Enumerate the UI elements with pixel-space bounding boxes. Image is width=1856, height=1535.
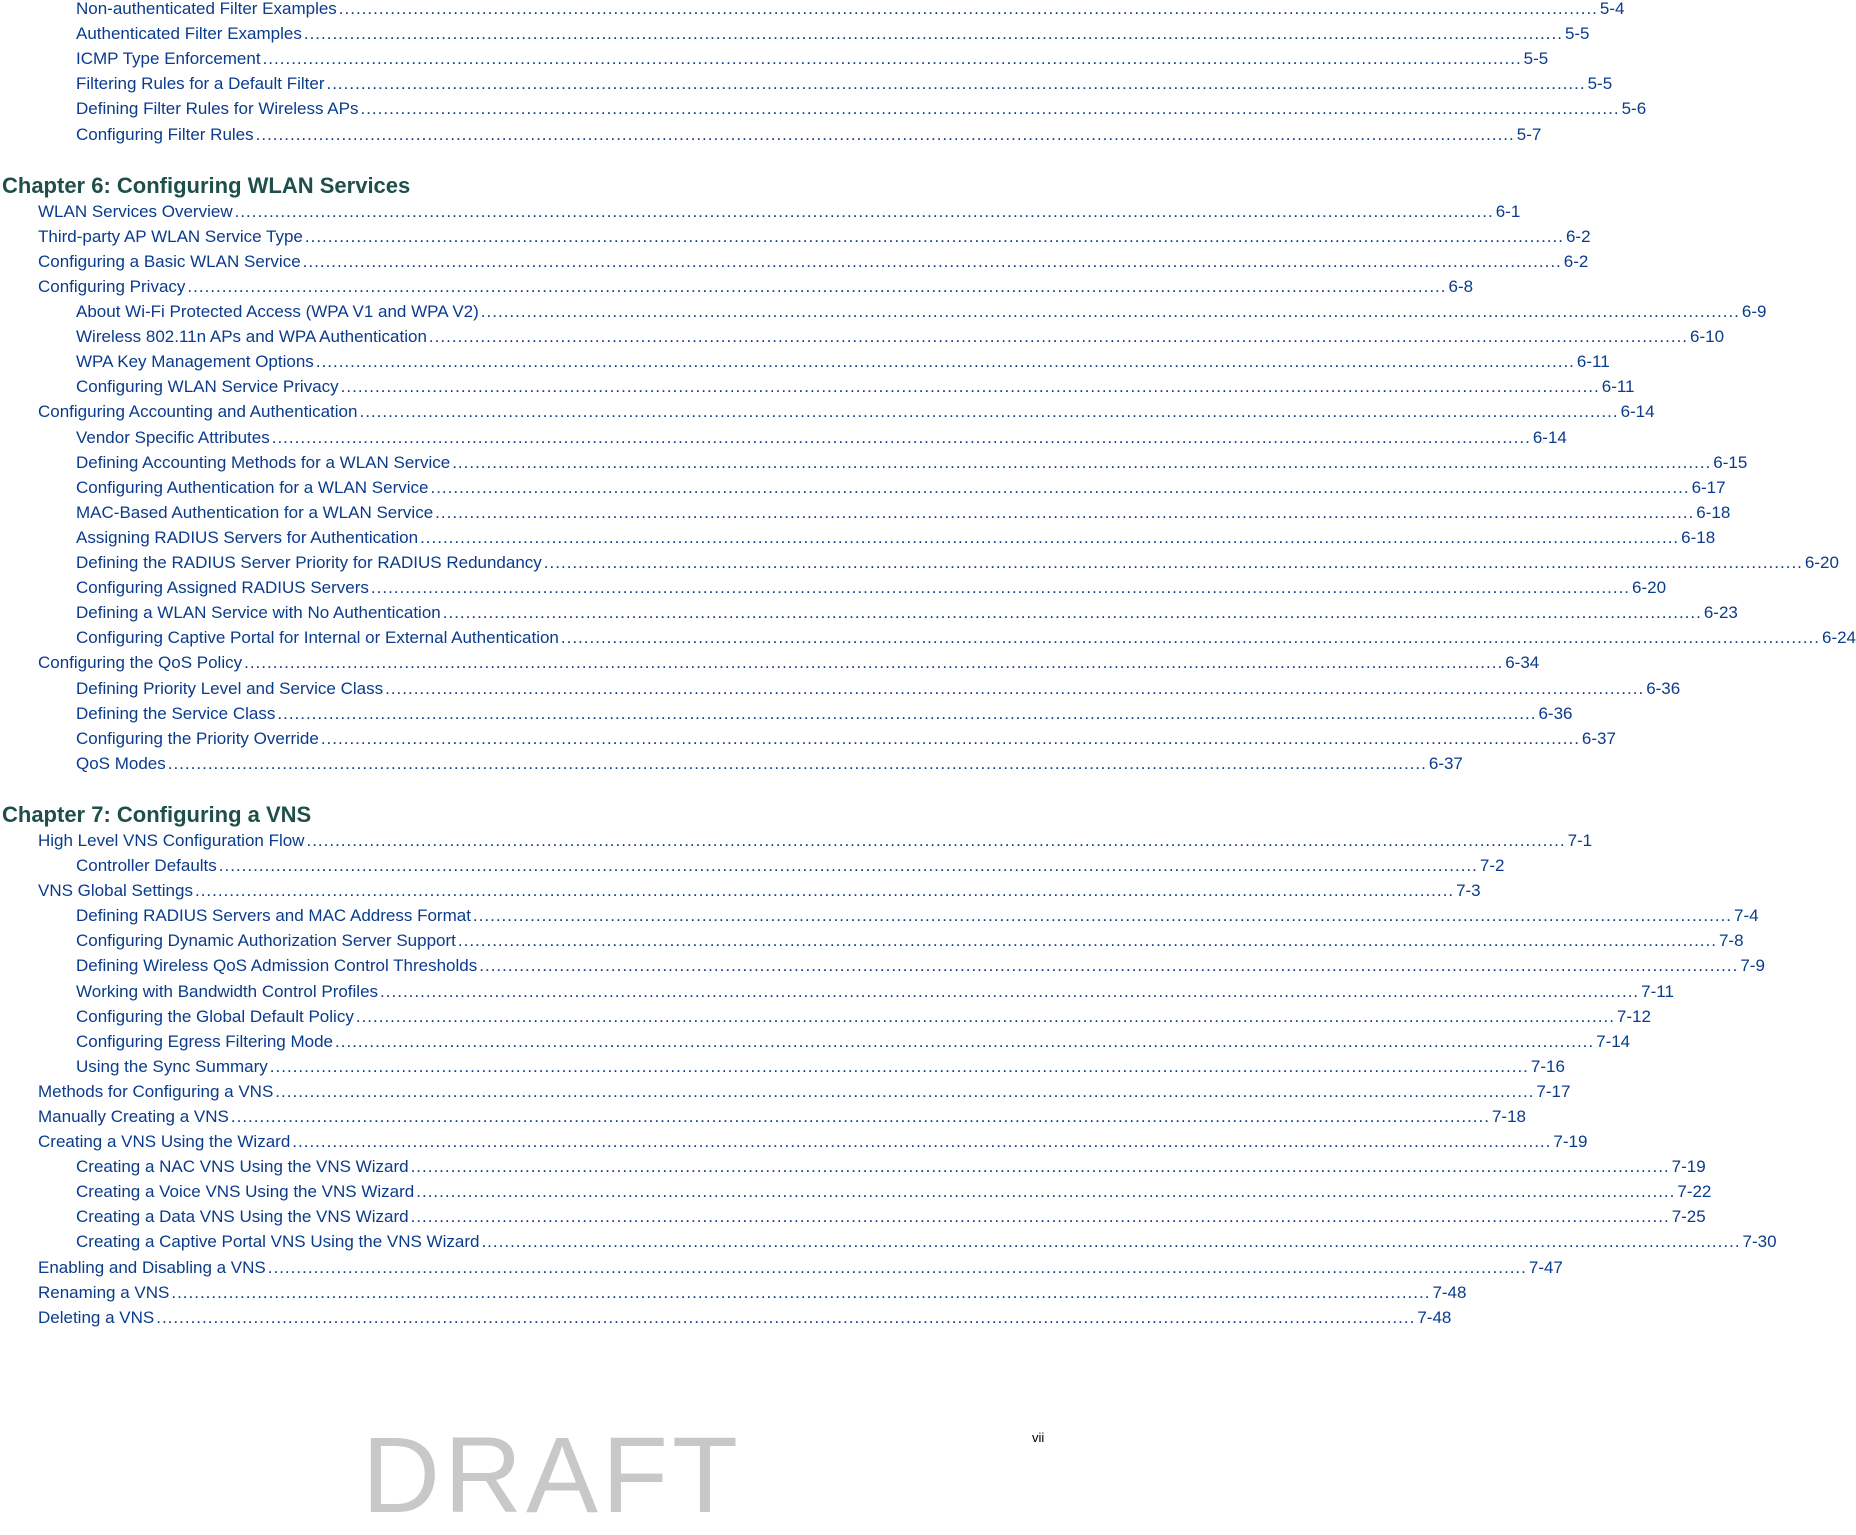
dot-leader: ............................................................................................................................................................................................................................ <box>244 653 1504 672</box>
toc-entry-title: Defining Wireless QoS Admission Control Thresholds <box>76 956 478 975</box>
toc-entry-page: 7-48 <box>1417 1308 1452 1327</box>
dot-leader: ............................................................................................................................................................................................................................ <box>481 1232 1741 1251</box>
dot-leader: ............................................................................................................................................................................................................................ <box>230 1107 1490 1126</box>
dot-leader: ............................................................................................................................................................................................................................ <box>338 0 1598 18</box>
dot-leader: ............................................................................................................................................................................................................................ <box>340 377 1600 396</box>
toc-entry-title: Non-authenticated Filter Examples <box>76 0 337 18</box>
toc-entry[interactable] <box>76 376 1635 398</box>
dot-leader: ............................................................................................................................................................................................................................ <box>472 906 1733 925</box>
toc-entry-page: 6-20 <box>1804 553 1839 572</box>
toc-entry-title: Assigning RADIUS Servers for Authentication <box>76 528 419 547</box>
toc-entry-page: 7-3 <box>1456 881 1481 900</box>
toc-entry-page: 7-8 <box>1718 931 1744 950</box>
toc-entry[interactable] <box>76 301 1767 323</box>
toc-entry-page: 6-18 <box>1696 503 1731 522</box>
toc-entry-page: 6-14 <box>1620 402 1655 421</box>
toc-entry-page: 7-16 <box>1530 1057 1565 1076</box>
toc-entry-title: VNS Global Settings <box>38 881 193 900</box>
dot-leader: ............................................................................................................................................................................................................................ <box>416 1182 1676 1201</box>
toc-entry[interactable] <box>76 855 1505 877</box>
toc-entry[interactable] <box>38 1257 1563 1279</box>
toc-entry[interactable] <box>76 905 1759 927</box>
toc-entry-page: 5-5 <box>1564 24 1590 43</box>
dot-leader: ............................................................................................................................................................................................................................ <box>262 49 1522 68</box>
toc-entry-title: Authenticated Filter Examples <box>76 24 302 43</box>
toc-entry-title: Configuring the Global Default Policy <box>76 1007 354 1026</box>
dot-leader: ............................................................................................................................................................................................................................ <box>560 628 1820 647</box>
toc-entry[interactable] <box>76 1006 1651 1028</box>
dot-leader: ............................................................................................................................................................................................................................ <box>302 252 1562 271</box>
toc-entry[interactable] <box>76 552 1839 574</box>
dot-leader: ............................................................................................................................................................................................................................ <box>306 831 1566 850</box>
dot-leader: ............................................................................................................................................................................................................................ <box>480 302 1740 321</box>
toc-entry[interactable] <box>38 226 1591 248</box>
dot-leader: ............................................................................................................................................................................................................................ <box>435 503 1695 522</box>
toc-entry[interactable] <box>76 73 1613 95</box>
dot-leader: ............................................................................................................................................................................................................................ <box>355 1007 1615 1026</box>
toc-entry[interactable] <box>76 1031 1631 1053</box>
toc-entry-page: 6-23 <box>1703 603 1738 622</box>
toc-entry-title: Using the Sync Summary <box>76 1057 268 1076</box>
dot-leader: ............................................................................................................................................................................................................................ <box>320 729 1580 748</box>
toc-entry-page: 7-9 <box>1740 956 1765 975</box>
dot-leader: ............................................................................................................................................................................................................................ <box>543 553 1803 572</box>
toc-entry[interactable] <box>76 427 1567 449</box>
toc-entry-page: 6-2 <box>1565 227 1591 246</box>
toc-entry-page: 7-19 <box>1671 1157 1706 1176</box>
toc-entry-title: Configuring Accounting and Authentication <box>38 402 358 421</box>
dot-leader: ............................................................................................................................................................................................................................ <box>380 982 1640 1001</box>
toc-entry-title: Configuring Authentication for a WLAN Service <box>76 478 429 497</box>
dot-leader: ............................................................................................................................................................................................................................ <box>410 1207 1670 1226</box>
toc-entry-title: Configuring Egress Filtering Mode <box>76 1032 334 1051</box>
toc-entry[interactable] <box>76 502 1731 524</box>
toc-entry-page: 6-37 <box>1581 729 1616 748</box>
toc-entry[interactable] <box>38 1307 1452 1329</box>
toc-entry-title: Filtering Rules for a Default Filter <box>76 74 325 93</box>
toc-entry[interactable] <box>76 48 1549 70</box>
toc-entry-title: Defining Priority Level and Service Class <box>76 679 384 698</box>
toc-entry-title: MAC-Based Authentication for a WLAN Service <box>76 503 434 522</box>
toc-entry-page: 7-30 <box>1742 1232 1777 1251</box>
dot-leader: ............................................................................................................................................................................................................................ <box>385 679 1645 698</box>
toc-entry-page: 7-12 <box>1616 1007 1651 1026</box>
toc-entry-page: 6-18 <box>1681 528 1716 547</box>
toc-entry-title: Wireless 802.11n APs and WPA Authentication <box>76 327 427 346</box>
toc-entry-title: Vendor Specific Attributes <box>76 428 270 447</box>
toc-entry-page: 6-14 <box>1532 428 1567 447</box>
toc-entry[interactable] <box>38 251 1589 273</box>
toc-entry[interactable] <box>38 276 1474 298</box>
toc-entry-page: 7-11 <box>1641 982 1674 1001</box>
toc-entry-page: 5-5 <box>1587 74 1613 93</box>
toc-entry-page: 5-6 <box>1621 99 1647 118</box>
dot-leader: ............................................................................................................................................................................................................................ <box>277 704 1537 723</box>
toc-entry-title: Configuring the QoS Policy <box>38 653 243 672</box>
toc-entry-page: 6-20 <box>1632 578 1667 597</box>
toc-entry-title: Enabling and Disabling a VNS <box>38 1258 266 1277</box>
toc-entry-title: High Level VNS Configuration Flow <box>38 831 305 850</box>
dot-leader: ............................................................................................................................................................................................................................ <box>457 931 1717 950</box>
toc-entry[interactable] <box>76 124 1542 146</box>
dot-leader: ............................................................................................................................................................................................................................ <box>303 24 1563 43</box>
toc-entry[interactable] <box>76 703 1573 725</box>
toc-entry-page: 6-24 <box>1821 628 1856 647</box>
toc-entry[interactable] <box>76 1206 1706 1228</box>
toc-entry[interactable] <box>76 452 1748 474</box>
dot-leader: ............................................................................................................................................................................................................................ <box>442 603 1702 622</box>
dot-leader: ............................................................................................................................................................................................................................ <box>271 428 1531 447</box>
toc-entry-title: Configuring Filter Rules <box>76 125 254 144</box>
toc-entry-page: 6-1 <box>1495 202 1521 221</box>
dot-leader: ............................................................................................................................................................................................................................ <box>370 578 1631 597</box>
toc-entry[interactable] <box>76 1181 1712 1203</box>
dot-leader: ............................................................................................................................................................................................................................ <box>410 1157 1670 1176</box>
dot-leader: ............................................................................................................................................................................................................................ <box>218 856 1478 875</box>
toc-entry-title: About Wi-Fi Protected Access (WPA V1 and WPA V2) <box>76 302 479 321</box>
dot-leader: ............................................................................................................................................................................................................................ <box>360 99 1620 118</box>
toc-entry-page: 5-7 <box>1516 125 1542 144</box>
toc-entry[interactable] <box>38 652 1540 674</box>
toc-entry-page: 7-14 <box>1596 1032 1631 1051</box>
toc-entry-page: 7-17 <box>1536 1082 1571 1101</box>
toc-entry-page: 7-48 <box>1432 1283 1467 1302</box>
toc-entry-title: Renaming a VNS <box>38 1283 170 1302</box>
toc-entry[interactable] <box>38 1106 1526 1128</box>
toc-entry-title: Creating a NAC VNS Using the VNS Wizard <box>76 1157 409 1176</box>
toc-entry[interactable] <box>76 98 1647 120</box>
toc-entry[interactable] <box>76 955 1765 977</box>
toc-entry-title: Defining the RADIUS Server Priority for RADIUS Redundancy <box>76 553 542 572</box>
toc-entry-title: WLAN Services Overview <box>38 202 233 221</box>
toc-entry-page: 7-4 <box>1734 906 1759 925</box>
dot-leader: ............................................................................................................................................................................................................................ <box>428 327 1689 346</box>
toc-entry-title: Creating a Data VNS Using the VNS Wizard <box>76 1207 409 1226</box>
toc-entry-page: 7-22 <box>1677 1182 1712 1201</box>
toc-entry[interactable] <box>38 401 1655 423</box>
toc-entry-title: Defining a WLAN Service with No Authentication <box>76 603 441 622</box>
dot-leader: ............................................................................................................................................................................................................................ <box>187 277 1447 296</box>
dot-leader: ............................................................................................................................................................................................................................ <box>267 1258 1527 1277</box>
toc-entry-page: 5-4 <box>1599 0 1625 18</box>
toc-entry[interactable] <box>38 201 1521 223</box>
toc-entry-title: Configuring a Basic WLAN Service <box>38 252 301 271</box>
dot-leader: ............................................................................................................................................................................................................................ <box>359 402 1619 421</box>
toc-entry[interactable] <box>76 1231 1777 1253</box>
toc-entry[interactable] <box>76 930 1744 952</box>
toc-entry[interactable] <box>76 981 1674 1003</box>
dot-leader: ............................................................................................................................................................................................................................ <box>167 754 1427 773</box>
toc-entry-title: Defining Filter Rules for Wireless APs <box>76 99 359 118</box>
dot-leader: ............................................................................................................................................................................................................................ <box>234 202 1494 221</box>
toc-entry[interactable] <box>38 1282 1467 1304</box>
toc-entry-page: 7-1 <box>1567 831 1593 850</box>
toc-entry[interactable] <box>76 602 1738 624</box>
dot-leader: ............................................................................................................................................................................................................................ <box>315 352 1575 371</box>
toc-entry-title: WPA Key Management Options <box>76 352 314 371</box>
toc-entry-page: 7-2 <box>1479 856 1505 875</box>
dot-leader: ............................................................................................................................................................................................................................ <box>255 125 1515 144</box>
draft-watermark: DRAFT <box>362 1414 742 1535</box>
dot-leader: ............................................................................................................................................................................................................................ <box>304 227 1564 246</box>
toc-entry-title: Configuring Dynamic Authorization Server Support <box>76 931 456 950</box>
toc-entry-page: 6-10 <box>1690 327 1725 346</box>
dot-leader: ............................................................................................................................................................................................................................ <box>292 1132 1552 1151</box>
toc-entry-title: Configuring WLAN Service Privacy <box>76 377 339 396</box>
toc-entry-page: 7-47 <box>1528 1258 1563 1277</box>
toc-entry-page: 6-37 <box>1428 754 1463 773</box>
toc-entry[interactable] <box>38 830 1593 852</box>
toc-entry[interactable] <box>76 527 1716 549</box>
toc-entry[interactable] <box>76 728 1616 750</box>
dot-leader: ............................................................................................................................................................................................................................ <box>171 1283 1431 1302</box>
toc-entry[interactable] <box>76 1156 1706 1178</box>
toc-entry-page: 6-17 <box>1691 478 1726 497</box>
toc-entry[interactable] <box>76 326 1725 348</box>
toc-entry-title: Creating a Voice VNS Using the VNS Wizard <box>76 1182 415 1201</box>
toc-entry-page: 6-15 <box>1713 453 1748 472</box>
toc-entry-title: Configuring Assigned RADIUS Servers <box>76 578 369 597</box>
dot-leader: ............................................................................................................................................................................................................................ <box>479 956 1739 975</box>
toc-entry-page: 5-5 <box>1523 49 1549 68</box>
dot-leader: ............................................................................................................................................................................................................................ <box>335 1032 1595 1051</box>
toc-entry[interactable] <box>38 1131 1588 1153</box>
toc-entry[interactable] <box>76 577 1667 599</box>
toc-entry-title: ICMP Type Enforcement <box>76 49 261 68</box>
dot-leader: ............................................................................................................................................................................................................................ <box>275 1082 1535 1101</box>
toc-entry[interactable] <box>76 1056 1565 1078</box>
toc-entry-title: Defining RADIUS Servers and MAC Address Format <box>76 906 471 925</box>
toc-entry-page: 6-34 <box>1505 653 1540 672</box>
toc-entry-title: Third-party AP WLAN Service Type <box>38 227 303 246</box>
toc-entry[interactable] <box>76 0 1625 20</box>
toc-entry-title: Configuring Privacy <box>38 277 186 296</box>
dot-leader: ............................................................................................................................................................................................................................ <box>326 74 1586 93</box>
toc-entry-page: 6-8 <box>1448 277 1474 296</box>
toc-entry-title: Deleting a VNS <box>38 1308 155 1327</box>
dot-leader: ............................................................................................................................................................................................................................ <box>156 1308 1416 1327</box>
toc-entry[interactable] <box>76 678 1681 700</box>
toc-entry-page: 6-36 <box>1538 704 1573 723</box>
toc-entry-page: 6-11 <box>1576 352 1610 371</box>
page-number: vii <box>1032 1430 1045 1445</box>
toc-entry-title: Working with Bandwidth Control Profiles <box>76 982 379 1001</box>
toc-entry-page: 7-19 <box>1553 1132 1588 1151</box>
toc-entry-title: Controller Defaults <box>76 856 217 875</box>
dot-leader: ............................................................................................................................................................................................................................ <box>430 478 1690 497</box>
toc-entry[interactable] <box>38 1081 1571 1103</box>
toc-entry-title: Manually Creating a VNS <box>38 1107 229 1126</box>
toc-entry-page: 6-9 <box>1741 302 1767 321</box>
toc-entry-title: Configuring the Priority Override <box>76 729 319 748</box>
toc-entry-title: Configuring Captive Portal for Internal or External Authentication <box>76 628 559 647</box>
toc-entry-page: 7-25 <box>1671 1207 1706 1226</box>
toc-entry-title: Methods for Configuring a VNS <box>38 1082 274 1101</box>
chapter-heading: Chapter 6: Configuring WLAN Services <box>2 172 411 198</box>
toc-entry-title: Creating a VNS Using the Wizard <box>38 1132 291 1151</box>
dot-leader: ............................................................................................................................................................................................................................ <box>420 528 1680 547</box>
toc-entry[interactable] <box>76 477 1726 499</box>
toc-entry[interactable] <box>76 627 1856 649</box>
chapter-heading: Chapter 7: Configuring a VNS <box>2 801 312 827</box>
toc-entry-title: Defining the Service Class <box>76 704 276 723</box>
dot-leader: ............................................................................................................................................................................................................................ <box>194 881 1455 900</box>
toc-entry-page: 7-18 <box>1491 1107 1526 1126</box>
toc-entry-page: 6-2 <box>1563 252 1589 271</box>
toc-entry[interactable] <box>38 880 1481 902</box>
toc-entry[interactable] <box>76 23 1590 45</box>
dot-leader: ............................................................................................................................................................................................................................ <box>269 1057 1529 1076</box>
toc-entry-title: Creating a Captive Portal VNS Using the VNS Wizard <box>76 1232 480 1251</box>
toc-entry[interactable] <box>76 351 1610 373</box>
toc-entry-title: Defining Accounting Methods for a WLAN Service <box>76 453 451 472</box>
toc-entry-page: 6-36 <box>1646 679 1681 698</box>
toc-entry-page: 6-11 <box>1601 377 1635 396</box>
toc-entry-title: QoS Modes <box>76 754 166 773</box>
dot-leader: ............................................................................................................................................................................................................................ <box>452 453 1712 472</box>
toc-entry[interactable] <box>76 753 1463 775</box>
